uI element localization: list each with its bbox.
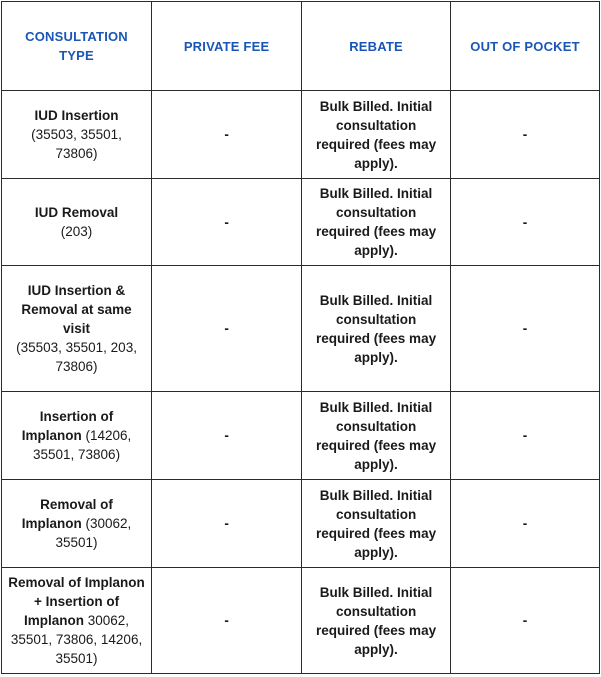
item-codes: (30062, 35501): [55, 516, 132, 550]
table-row: [2, 480, 600, 568]
header-private-fee: PRIVATE FEE: [152, 2, 302, 91]
rebate-cell: Bulk Billed. Initial consultation required (fees may apply).: [302, 91, 451, 179]
item-codes: 30062, 35501, 73806, 14206, 35501): [10, 613, 143, 666]
fees-table: [1, 1, 600, 674]
item-codes: (203): [60, 224, 93, 239]
item-codes: (35503, 35501, 203, 73806): [16, 340, 137, 374]
rebate-cell: Bulk Billed. Initial consultation required (fees may apply).: [302, 392, 451, 480]
consultation-name: IUD Insertion: [34, 108, 119, 123]
out-of-pocket-cell: -: [451, 568, 600, 674]
consultation-name: Insertion of Implanon: [21, 409, 114, 443]
table-row: [2, 568, 600, 674]
table-row: [2, 266, 600, 392]
private-fee-cell: -: [152, 266, 302, 392]
out-of-pocket-cell: -: [451, 91, 600, 179]
consultation-type-cell: [2, 179, 152, 266]
consultation-name: Removal of Implanon: [21, 497, 113, 531]
consultation-name: IUD Removal: [34, 205, 119, 220]
consultation-type-cell: [2, 91, 152, 179]
consultation-type-cell: [2, 392, 152, 480]
consultation-name: Removal of Implanon + Insertion of Implanon: [8, 575, 145, 628]
private-fee-cell: -: [152, 392, 302, 480]
out-of-pocket-cell: -: [451, 392, 600, 480]
consultation-name: IUD Insertion & Removal at same visit: [21, 283, 132, 336]
rebate-cell: Bulk Billed. Initial consultation required (fees may apply).: [302, 568, 451, 674]
private-fee-cell: -: [152, 568, 302, 674]
item-codes: (35503, 35501, 73806): [31, 127, 122, 161]
consultation-type-cell: [2, 480, 152, 568]
private-fee-cell: -: [152, 179, 302, 266]
header-row: [2, 2, 600, 91]
out-of-pocket-cell: -: [451, 179, 600, 266]
header-rebate: REBATE: [302, 2, 451, 91]
table-row: [2, 392, 600, 480]
private-fee-cell: -: [152, 480, 302, 568]
table-row: [2, 91, 600, 179]
rebate-cell: Bulk Billed. Initial consultation required (fees may apply).: [302, 480, 451, 568]
item-codes: (14206, 35501, 73806): [32, 428, 132, 462]
rebate-cell: Bulk Billed. Initial consultation required (fees may apply).: [302, 179, 451, 266]
table-row: [2, 179, 600, 266]
consultation-type-cell: [2, 266, 152, 392]
out-of-pocket-cell: -: [451, 480, 600, 568]
header-out-of-pocket: OUT OF POCKET: [451, 2, 600, 91]
out-of-pocket-cell: -: [451, 266, 600, 392]
private-fee-cell: -: [152, 91, 302, 179]
consultation-type-cell: [2, 568, 152, 674]
header-consultation-type: CONSULTATION TYPE: [2, 2, 152, 91]
rebate-cell: Bulk Billed. Initial consultation required (fees may apply).: [302, 266, 451, 392]
